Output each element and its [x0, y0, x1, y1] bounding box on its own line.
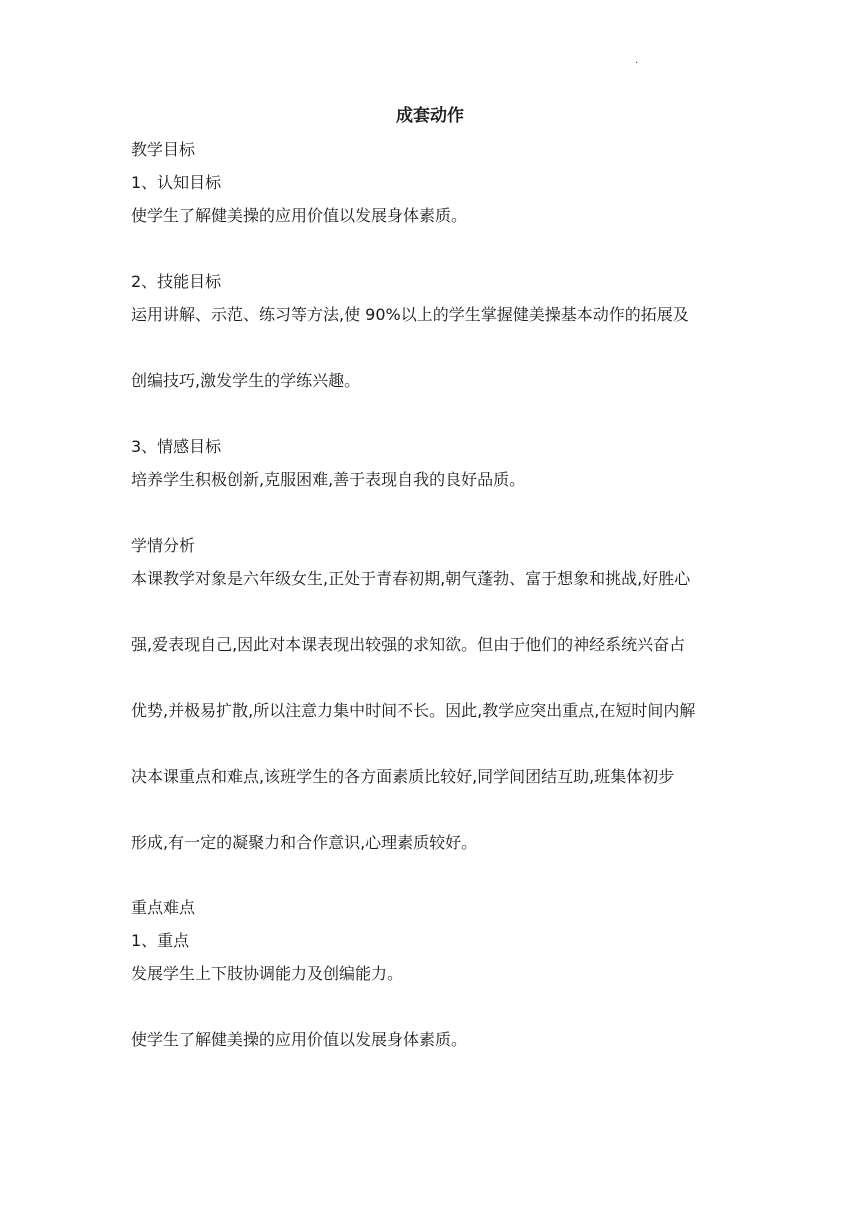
paragraph-line: 发展学生上下肢协调能力及创编能力。 [131, 964, 404, 983]
subheading-key-points: 1、重点 [131, 931, 190, 950]
paragraph-line: 优势,并极易扩散,所以注意力集中时间不长。因此,教学应突出重点,在短时间内解 [131, 701, 696, 720]
paragraph-line: 决本课重点和难点,该班学生的各方面素质比较好,同学间团结互助,班集体初步 [131, 767, 675, 786]
section-heading-key-difficult-points: 重点难点 [131, 898, 196, 917]
subheading-emotional-objective: 3、情感目标 [131, 437, 222, 456]
section-heading-learning-analysis: 学情分析 [131, 536, 196, 555]
paragraph-line: 强,爱表现自己,因此对本课表现出较强的求知欲。但由于他们的神经系统兴奋占 [131, 635, 686, 654]
subheading-skill-objective: 2、技能目标 [131, 272, 222, 291]
document-title: 成套动作 [396, 106, 464, 126]
paragraph-line: 形成,有一定的凝聚力和合作意识,心理素质较好。 [131, 833, 478, 852]
page-marker: . [635, 55, 639, 66]
paragraph-line: 本课教学对象是六年级女生,正处于青春初期,朝气蓬勃、富于想象和挑战,好胜心 [131, 569, 691, 588]
paragraph-line: 运用讲解、示范、练习等方法,使 90%以上的学生掌握健美操基本动作的拓展及 [131, 305, 689, 324]
subheading-cognitive-objective: 1、认知目标 [131, 173, 222, 192]
paragraph-line: 使学生了解健美操的应用价值以发展身体素质。 [131, 206, 468, 225]
paragraph-line: 培养学生积极创新,克服困难,善于表现自我的良好品质。 [131, 470, 526, 489]
section-heading-teaching-objectives: 教学目标 [131, 140, 196, 159]
paragraph-line: 使学生了解健美操的应用价值以发展身体素质。 [131, 1030, 468, 1049]
paragraph-line: 创编技巧,激发学生的学练兴趣。 [131, 371, 361, 390]
